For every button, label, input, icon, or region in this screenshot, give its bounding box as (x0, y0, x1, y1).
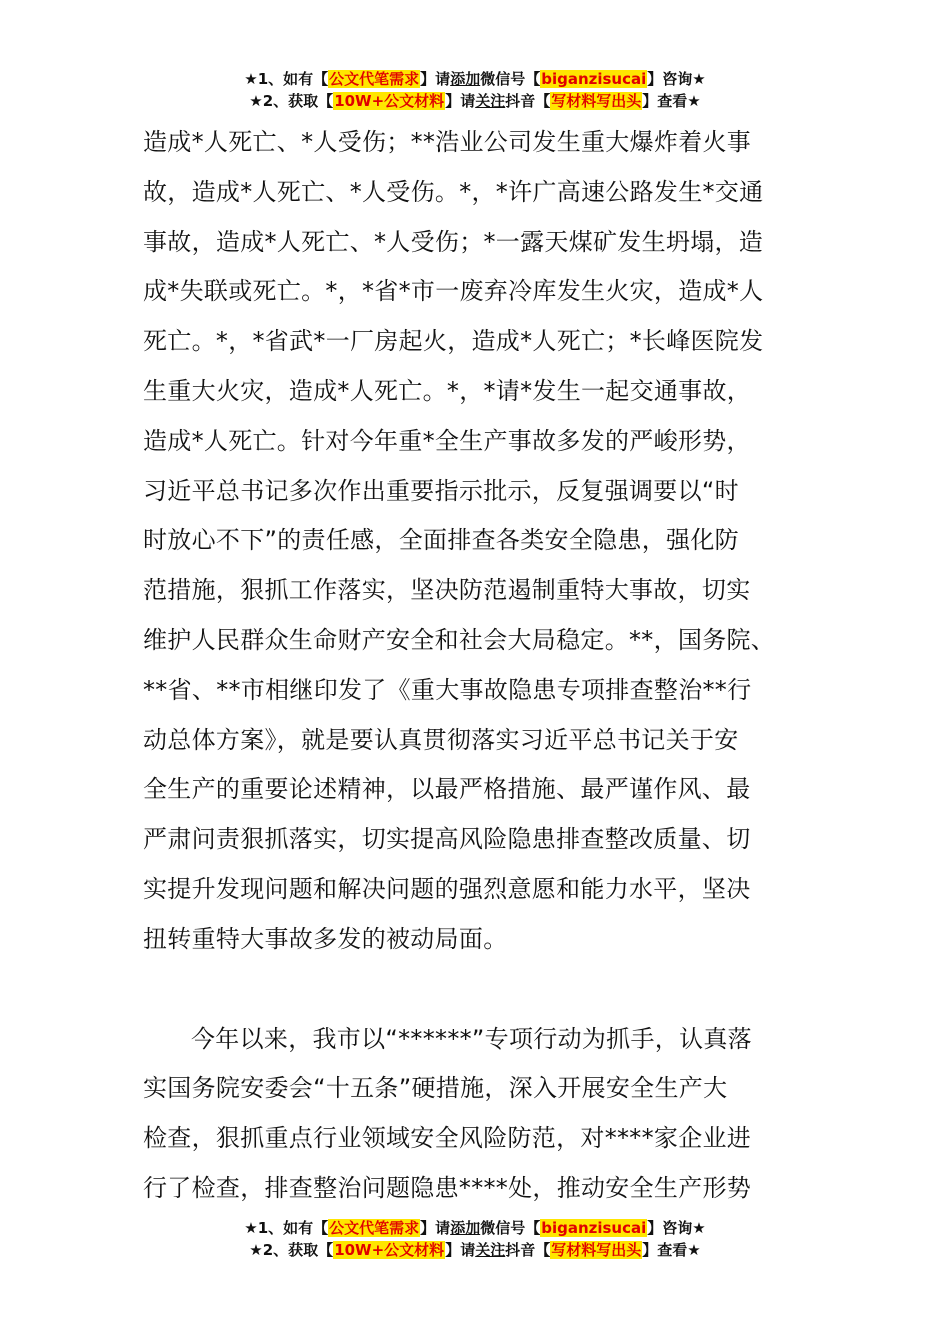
text-line: 造成*人死亡、*人受伤；**浩业公司发生重大爆炸着火事 (143, 128, 752, 156)
banner-text: 】请 (420, 1219, 451, 1237)
banner-text: 】查看★ (642, 92, 701, 110)
banner-text: ★2、获取【 (249, 92, 334, 110)
text-line: 维护人民群众生命财产安全和社会大局稳定。**，国务院、 (143, 625, 776, 654)
document-body (143, 118, 823, 1214)
banner-text: ★2、获取【 (249, 1241, 334, 1259)
highlight-materials: 10W+公文材料 (334, 92, 445, 110)
text-line: 造成*人死亡。针对今年重*全生产事故多发的严峻形势， (143, 426, 751, 455)
banner-text: 】请 (420, 70, 451, 88)
text-line: 事故，造成*人死亡、*人受伤；*一露天煤矿发生坍塌，造 (143, 227, 764, 256)
paragraph-spacer (143, 965, 823, 1015)
highlight-wechat-id: biganzisucai (541, 1219, 647, 1237)
banner-text: 】请 (445, 92, 476, 110)
banner-text: 】查看★ (642, 1241, 701, 1259)
banner-text: 】咨询★ (647, 1219, 706, 1237)
text-line: 生重大火灾，造成*人死亡。*，*请*发生一起交通事故， (143, 376, 752, 405)
banner-line-2 (0, 90, 950, 112)
text-line: 范措施，狠抓工作落实，坚决防范遏制重特大事故，切实 (143, 576, 751, 605)
footer-banner (0, 1217, 950, 1261)
text-line: 行了检查，排查整治问题隐患****处，推动安全生产形势 (143, 1173, 752, 1202)
text-line: 检查，狠抓重点行业领域安全风险防范，对****家企业进 (143, 1124, 752, 1153)
text-line: 时放心不下”的责任感，全面排查各类安全隐患，强化防 (143, 526, 739, 555)
banner-text: 微信号【 (480, 1219, 541, 1237)
banner-text: 】咨询★ (647, 70, 706, 88)
text-line: 实国务院安委会“十五条”硬措施，深入开展安全生产大 (143, 1074, 728, 1103)
paragraph-2 (143, 1015, 823, 1214)
header-banner (0, 68, 950, 112)
underline-follow: 关注 (475, 92, 506, 110)
highlight-douyin-account: 写材料写出头 (551, 1241, 642, 1259)
banner-text: 】请 (445, 1241, 476, 1259)
text-line: 故，造成*人死亡、*人受伤。*，*许广高速公路发生*交通 (143, 177, 764, 206)
text-line: 习近平总书记多次作出重要指示批示，反复强调要以“时 (143, 476, 739, 505)
banner-line-1 (0, 1217, 950, 1239)
banner-text: 抖音【 (505, 1241, 551, 1259)
underline-add: 添加 (450, 1219, 481, 1237)
banner-line-1 (0, 68, 950, 90)
text-line: 扭转重特大事故多发的被动局面。 (143, 924, 508, 953)
text-line: 实提升发现问题和解决问题的强烈意愿和能力水平，坚决 (143, 874, 751, 903)
text-line: 动总体方案》，就是要认真贯彻落实习近平总书记关于安 (143, 725, 739, 754)
text-line: 全生产的重要论述精神，以最严格措施、最严谨作风、最 (143, 775, 751, 804)
paragraph-1 (143, 118, 823, 965)
text-line: 死亡。*，*省武*一厂房起火，造成*人死亡；*长峰医院发 (143, 327, 764, 356)
highlight-douyin-account: 写材料写出头 (551, 92, 642, 110)
underline-add: 添加 (450, 70, 481, 88)
text-line: 成*失联或死亡。*，*省*市一废弃冷库发生火灾，造成*人 (143, 277, 764, 306)
highlight-service: 公文代笔需求 (329, 1219, 420, 1237)
text-line: 今年以来，我市以“******”专项行动为抓手，认真落 (191, 1024, 752, 1053)
highlight-materials: 10W+公文材料 (334, 1241, 445, 1259)
highlight-service: 公文代笔需求 (329, 70, 420, 88)
banner-text: ★1、如有【 (244, 1219, 329, 1237)
highlight-wechat-id: biganzisucai (541, 70, 647, 88)
banner-text: 抖音【 (505, 92, 551, 110)
banner-text: 微信号【 (480, 70, 541, 88)
text-line: **省、**市相继印发了《重大事故隐患专项排查整治**行 (143, 675, 752, 704)
text-line: 严肃问责狠抓落实，切实提高风险隐患排查整改质量、切 (143, 825, 751, 854)
banner-line-2 (0, 1239, 950, 1261)
banner-text: ★1、如有【 (244, 70, 329, 88)
underline-follow: 关注 (475, 1241, 506, 1259)
